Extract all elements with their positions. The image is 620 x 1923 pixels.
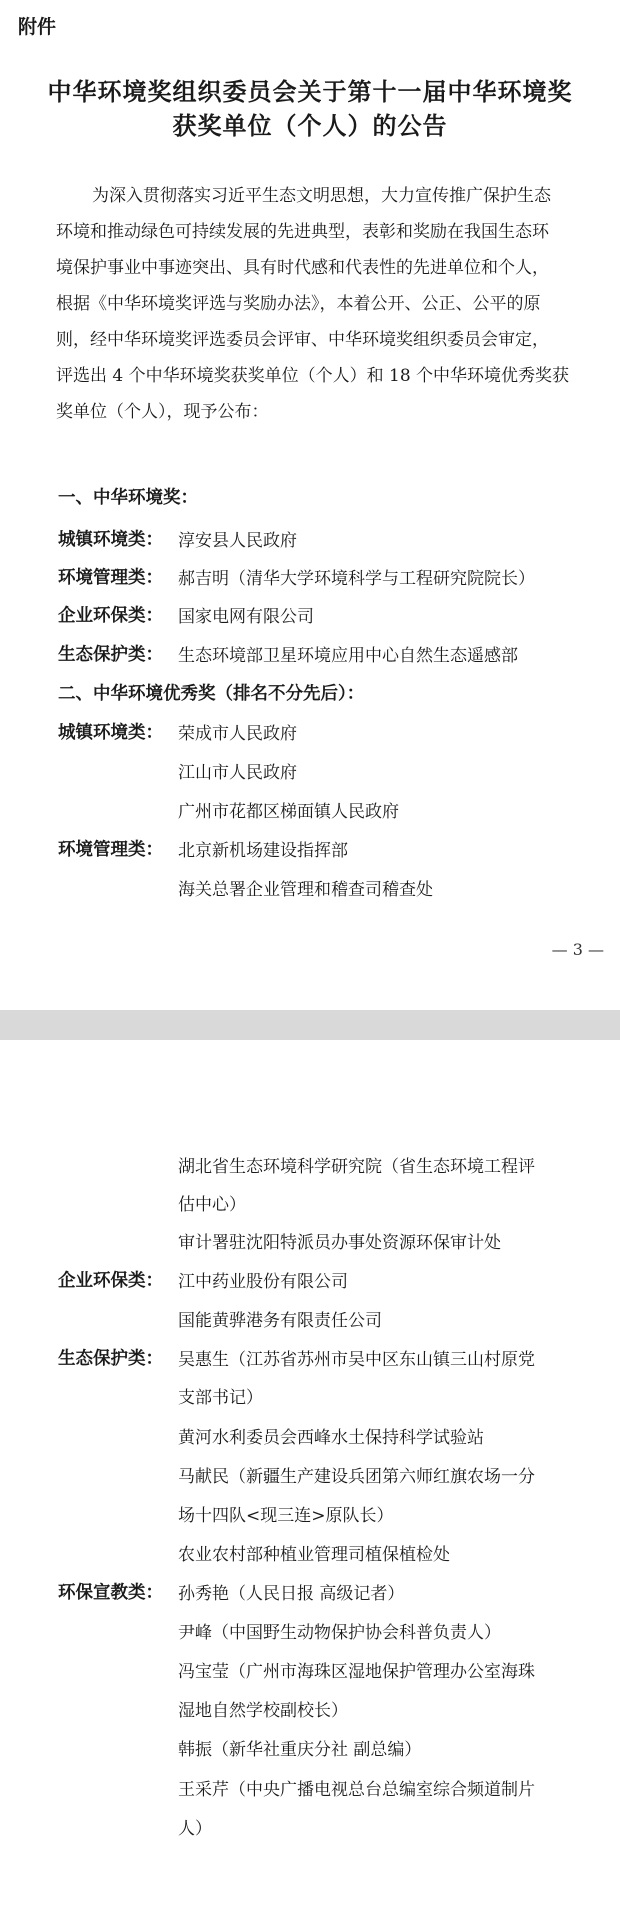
page-number: — 3 — — [551, 940, 604, 959]
award-item: 国家电网有限公司 — [178, 607, 314, 627]
award-item: 王采芹（中央广播电视总台总编室综合频道制片 — [178, 1780, 535, 1800]
category-label: 生态保护类： — [58, 1349, 163, 1369]
section-2-heading: 二、中华环境优秀奖（排名不分先后）： — [58, 684, 365, 704]
category-label: 城镇环境类： — [58, 530, 163, 550]
award-item: 孙秀艳（人民日报 高级记者） — [178, 1584, 405, 1604]
award-item: 估中心） — [178, 1195, 246, 1215]
award-item: 支部书记） — [178, 1388, 263, 1408]
award-item: 审计署驻沈阳特派员办事处资源环保审计处 — [178, 1233, 501, 1253]
category-label: 城镇环境类： — [58, 723, 163, 743]
category-label: 环保宣教类： — [58, 1583, 163, 1603]
award-item: 海关总署企业管理和稽查司稽查处 — [178, 880, 433, 900]
award-item: 江山市人民政府 — [178, 763, 297, 783]
intro-line: 为深入贯彻落实习近平生态文明思想，大力宣传推广保护生态 — [92, 186, 551, 206]
category-label: 企业环保类： — [58, 606, 163, 626]
section-1-heading: 一、中华环境奖： — [58, 488, 198, 508]
award-item: 黄河水利委员会西峰水土保持科学试验站 — [178, 1428, 484, 1448]
award-item: 淳安县人民政府 — [178, 531, 297, 551]
award-item: 场十四队<现三连>原队长） — [178, 1506, 394, 1526]
category-label: 环境管理类： — [58, 568, 163, 588]
award-item: 北京新机场建设指挥部 — [178, 841, 348, 861]
award-item: 国能黄骅港务有限责任公司 — [178, 1311, 382, 1331]
award-item: 广州市花都区梯面镇人民政府 — [178, 802, 399, 822]
award-item: 郝吉明（清华大学环境科学与工程研究院院长） — [178, 569, 535, 589]
intro-line: 根据《中华环境奖评选与奖励办法》，本着公开、公正、公平的原 — [56, 294, 541, 314]
award-item: 农业农村部种植业管理司植保植检处 — [178, 1545, 450, 1565]
intro-line: 环境和推动绿色可持续发展的先进典型，表彰和奖励在我国生态环 — [56, 222, 549, 242]
award-item: 韩振（新华社重庆分社 副总编） — [178, 1740, 422, 1760]
intro-line: 则，经中华环境奖评选委员会评审、中华环境奖组织委员会审定， — [56, 330, 549, 350]
award-item: 冯宝莹（广州市海珠区湿地保护管理办公室海珠 — [178, 1662, 535, 1682]
page-separator — [0, 1010, 620, 1040]
award-item: 江中药业股份有限公司 — [178, 1272, 348, 1292]
award-item: 吴惠生（江苏省苏州市吴中区东山镇三山村原党 — [178, 1350, 535, 1370]
award-item: 生态环境部卫星环境应用中心自然生态遥感部 — [178, 646, 518, 666]
award-item: 湿地自然学校副校长） — [178, 1701, 348, 1721]
intro-line: 奖单位（个人），现予公布： — [56, 402, 269, 422]
award-item: 荣成市人民政府 — [178, 724, 297, 744]
category-label: 环境管理类： — [58, 840, 163, 860]
award-item: 尹峰（中国野生动物保护协会科普负责人） — [178, 1623, 501, 1643]
announcement-title-line-2: 获奖单位（个人）的公告 — [172, 112, 448, 140]
category-label: 生态保护类： — [58, 645, 163, 665]
intro-line: 评选出 4 个中华环境奖获奖单位（个人）和 18 个中华环境优秀奖获 — [56, 366, 570, 386]
announcement-title-line-1: 中华环境奖组织委员会关于第十一届中华环境奖 — [47, 78, 573, 106]
attachment-label: 附件 — [18, 16, 57, 38]
document-page-2 — [0, 1040, 620, 1923]
award-item: 马献民（新疆生产建设兵团第六师红旗农场一分 — [178, 1467, 535, 1487]
intro-paragraph — [56, 178, 569, 430]
award-item: 人） — [178, 1819, 212, 1839]
category-label: 企业环保类： — [58, 1271, 163, 1291]
intro-line: 境保护事业中事迹突出、具有时代感和代表性的先进单位和个人， — [56, 258, 549, 278]
award-item: 湖北省生态环境科学研究院（省生态环境工程评 — [178, 1157, 535, 1177]
